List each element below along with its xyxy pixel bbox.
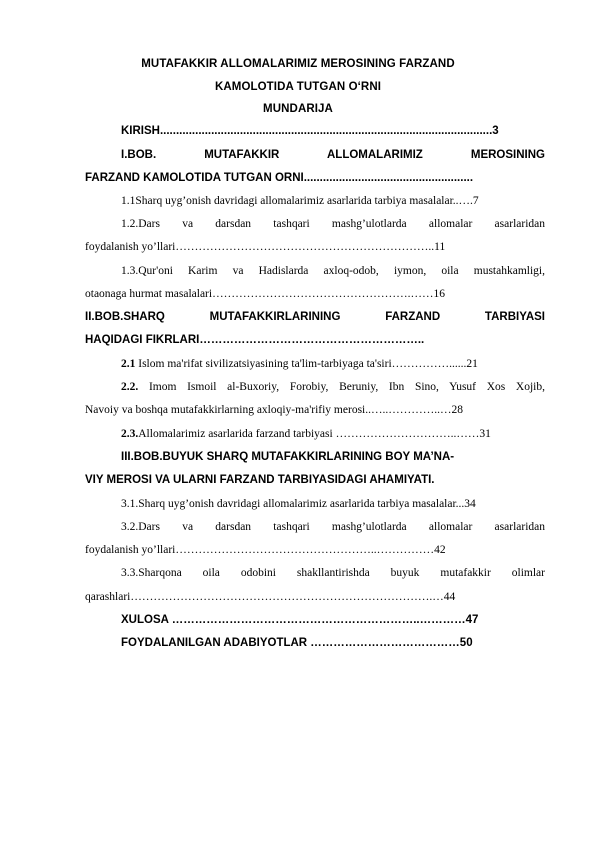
toc-chapter-3-line-2: VIY MEROSI VA ULARNI FARZAND TARBIYASIDAGI AHAMIYATI. (85, 474, 435, 486)
toc-entry-3-2-line-1: 3.2.Dars va darsdan tashqari mashg’ulotlarda allomalar asarlaridan (121, 521, 545, 533)
toc-chapter-2-line-1: II.BOB.SHARQ MUTAFAKKIRLARINING FARZAND TARBIYASI (85, 311, 545, 323)
toc-entry-2-1 (121, 357, 545, 371)
toc-entry-xulosa: XULOSA ………………………………………………………..…………47 (121, 614, 479, 626)
toc-entry-2-1-number: 2.1 (121, 358, 136, 370)
toc-entry-3-2-line-2: foydalanish yo’llari……………………………………………..……………42 (85, 544, 446, 556)
toc-entry-2-2-line-1 (121, 380, 545, 394)
toc-entry-1-2-line-1: 1.2.Dars va darsdan tashqari mashg’ulotlarda allomalar asarlaridan (121, 218, 545, 230)
toc-entry-kirish: KIRISH........................................................................................................3 (121, 125, 499, 137)
toc-entry-2-3-text: Allomalarimiz asarlarida farzand tarbiyasi …………………………..……31 (138, 428, 491, 440)
toc-entry-2-2-text: Imom Ismoil al-Buxoriy, Forobiy, Beruniy, Ibn Sino, Yusuf Xos Xojib, (138, 381, 545, 393)
toc-chapter-1-line-1: I.BOB. MUTAFAKKIR ALLOMALARIMIZ MEROSINING (121, 149, 545, 161)
toc-entry-1-3-line-1: 1.3.Qur'oni Karim va Hadislarda axloq-odob, iymon, oila mustahkamligi, (121, 265, 545, 277)
toc-entry-2-1-text: Islom ma'rifat sivilizatsiyasining ta'lim-tarbiyaga ta'siri……………......21 (135, 358, 478, 370)
toc-entry-3-3-line-1: 3.3.Sharqona oila odobini shakllantirishda buyuk mutafakkir olimlar (121, 567, 545, 579)
toc-chapter-1-line-2: FARZAND KAMOLOTIDA TUTGAN ORNI..................................................... (85, 172, 474, 184)
toc-entry-3-3-line-2: qarashlari…………………………………………………………………….…44 (85, 591, 456, 603)
document-title-line-2: KAMOLOTIDA TUTGAN O‘RNI (214, 81, 382, 93)
toc-entry-adabiyotlar: FOYDALANILGAN ADABIYOTLAR …………………………………50 (121, 637, 473, 649)
toc-entry-1-2-line-2: foydalanish yo’llari…………………………………………………………..11 (85, 241, 446, 253)
toc-chapter-2-line-2: HAQIDAGI FIKRLARI………………………………………………….. (85, 334, 425, 346)
toc-entry-1-3-line-2: otaonaga hurmat masalalari…………………………………………….……16 (85, 288, 445, 300)
document-title-line-1: MUTAFAKKIR ALLOMALARIMIZ MEROSINING FARZAND (141, 58, 455, 70)
toc-entry-1-1: 1.1Sharq uyg’onish davridagi allomalarimiz asarlarida tarbiya masalalar..….7 (121, 195, 479, 207)
toc-entry-2-3 (121, 427, 545, 441)
toc-entry-2-3-number: 2.3. (121, 428, 139, 440)
toc-chapter-3-line-1: III.BOB.BUYUK SHARQ MUTAFAKKIRLARINING BOY MA’NA- (121, 451, 455, 463)
contents-heading: MUNDARIJA (263, 103, 333, 115)
toc-entry-2-2-line-2: Navoiy va boshqa mutafakkirlarning axloqiy-ma'rifiy merosi..…..…………..…28 (85, 404, 463, 416)
toc-entry-2-2-number: 2.2. (121, 381, 139, 393)
toc-entry-3-1: 3.1.Sharq uyg’onish davridagi allomalarimiz asarlarida tarbiya masalalar...34 (121, 498, 476, 510)
